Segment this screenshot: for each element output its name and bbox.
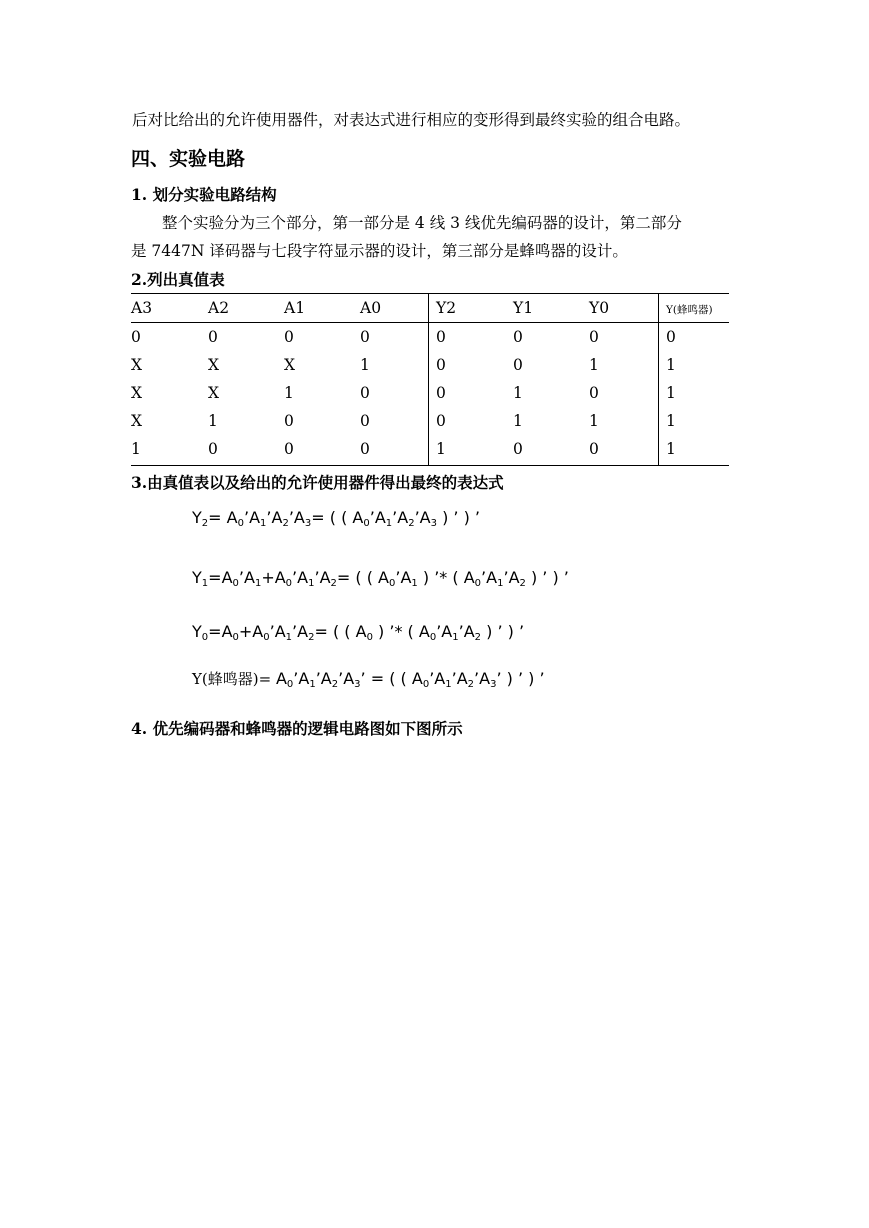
table-cell: 1 [513, 412, 523, 430]
table-cell: 1 [666, 440, 676, 458]
formula-y2: $Y_2=$ $A_0’A_1’A_2’A_3=$ ( ( $A_0’A_1’A_2’A_3$ ) ’ ) ’ [192, 508, 480, 529]
table-header-cell: A0 [360, 299, 382, 317]
table-header-cell: A3 [131, 299, 153, 317]
subsection-1-title: 1. 划分实验电路结构 [131, 185, 277, 204]
table-cell: 0 [589, 440, 599, 458]
table-cell: 1 [436, 440, 446, 458]
table-cell: 1 [589, 412, 599, 430]
table-cell: 0 [208, 328, 218, 346]
table-cell: 1 [666, 412, 676, 430]
table-cell: 0 [360, 328, 370, 346]
formula-y1: $Y_1=A_0’A_1+A_0’A_1’A_2=$ ( ( $A_0’A_1$ ) ’* ( $A_0’A_1’A_2$ ) ’ ) ’ [192, 568, 569, 589]
table-divider-left [428, 293, 429, 466]
table-cell: X [208, 384, 220, 402]
table-header-cell: Y2 [436, 299, 457, 317]
table-cell: 0 [436, 356, 446, 374]
intro-line: 后对比给出的允许使用器件，对表达式进行相应的变形得到最终实验的组合电路。 [132, 111, 691, 129]
table-cell: X [284, 356, 296, 374]
table-header-cell: Y0 [589, 299, 610, 317]
table-cell: 0 [436, 328, 446, 346]
table-cell: 1 [284, 384, 294, 402]
table-cell: 0 [208, 440, 218, 458]
table-cell: 1 [666, 356, 676, 374]
table-cell: 1 [131, 440, 141, 458]
table-cell: 0 [589, 328, 599, 346]
table-header-cell: A1 [284, 299, 306, 317]
table-cell: 0 [513, 328, 523, 346]
table-cell: 0 [666, 328, 676, 346]
table-cell: 0 [284, 440, 294, 458]
subsection-1-para-line1: 整个实验分为三个部分，第一部分是 4 线 3 线优先编码器的设计，第二部分 [162, 214, 682, 232]
table-cell: X [208, 356, 220, 374]
subsection-2-title: 2.列出真值表 [131, 270, 225, 289]
table-cell: 1 [513, 384, 523, 402]
table-cell: 0 [284, 328, 294, 346]
table-cell: 0 [513, 356, 523, 374]
table-header-cell: A2 [208, 299, 230, 317]
section-title: 四、实验电路 [131, 148, 246, 170]
table-divider-right [658, 293, 659, 466]
table-header-rule [131, 322, 729, 323]
table-cell: 1 [360, 356, 370, 374]
table-cell: 0 [589, 384, 599, 402]
formula-y0: $Y_0=A_0+A_0’A_1’A_2=$ ( ( $A_0$ ) ’* ( $A_0’A_1’A_2$ ) ’ ) ’ [192, 622, 525, 643]
table-cell: X [131, 412, 143, 430]
table-bottom-rule [131, 465, 729, 466]
table-cell: 1 [589, 356, 599, 374]
table-top-rule [131, 293, 729, 294]
table-cell: 0 [360, 440, 370, 458]
table-cell: 0 [436, 384, 446, 402]
table-cell: 0 [513, 440, 523, 458]
table-cell: X [131, 384, 143, 402]
table-cell: 1 [208, 412, 218, 430]
table-cell: 0 [436, 412, 446, 430]
table-cell: 0 [360, 412, 370, 430]
table-cell: 1 [666, 384, 676, 402]
formula-y-buzzer: Y(蜂鸣器)= $A_0’A_1’A_2’A_3$’ = ( ( $A_0’A_1’A_2’A_3$’ ) ’ ) ’ [192, 669, 545, 690]
subsection-3-title: 3.由真值表以及给出的允许使用器件得出最终的表达式 [131, 473, 504, 492]
table-cell: 0 [284, 412, 294, 430]
table-cell: 0 [360, 384, 370, 402]
table-cell: 0 [131, 328, 141, 346]
table-cell: X [131, 356, 143, 374]
subsection-1-para-line2: 是 7447N 译码器与七段字符显示器的设计，第三部分是蜂鸣器的设计。 [131, 242, 628, 260]
table-header-cell: Y1 [513, 299, 534, 317]
subsection-4-title: 4. 优先编码器和蜂鸣器的逻辑电路图如下图所示 [131, 719, 463, 738]
table-header-cell: Y(蜂鸣器) [666, 304, 713, 316]
